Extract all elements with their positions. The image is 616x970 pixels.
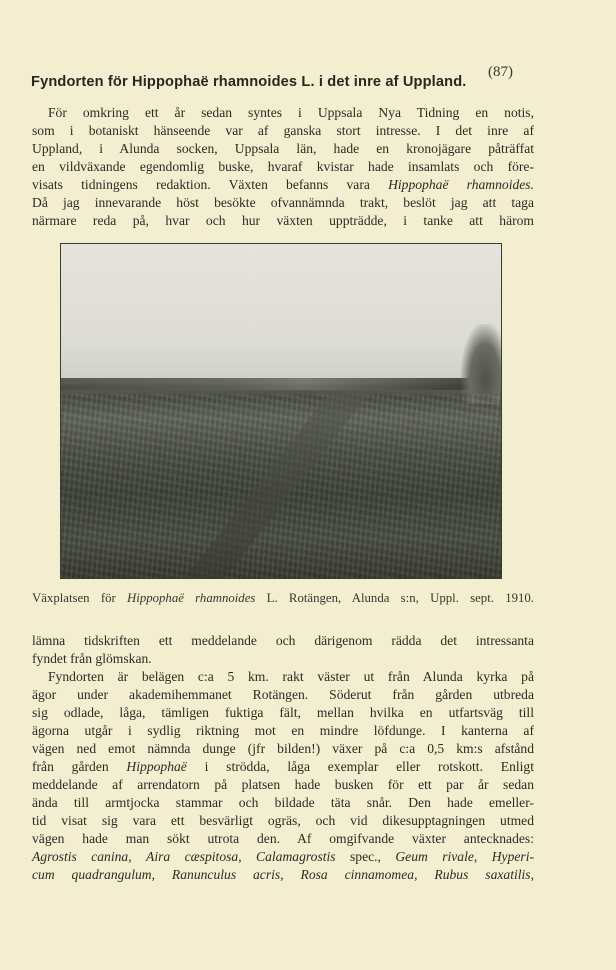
- text-line: [32, 794, 534, 812]
- text-run: från gården: [32, 759, 127, 774]
- text-run: ,: [128, 849, 147, 864]
- text-line: [32, 176, 534, 194]
- article-title: Fyndorten för Hippophaë rhamnoides L. i det inre af Uppland.: [31, 74, 467, 90]
- text-line: [32, 686, 534, 704]
- text-run: Växplatsen för: [32, 591, 128, 605]
- text-run: närmare reda på, hvar och hur växten uppträdde, i tanke att härom: [32, 213, 534, 228]
- italic-text: Ranunculus acris: [171, 867, 281, 882]
- text-run: ,: [414, 867, 435, 882]
- italic-text: Hippophaë rhamnoides.: [388, 177, 534, 192]
- text-line: [32, 158, 534, 176]
- text-run: lämna tidskriften ett meddelande och därigenom rädda det intressanta: [32, 633, 534, 648]
- text-run: i strödda, låga exemplar eller rotskott. Enligt: [186, 759, 534, 774]
- text-run: Fyndorten är belägen c:a 5 km. rakt väster ut från Alunda kyrka på: [48, 669, 534, 684]
- italic-text: Rubus saxatilis: [434, 867, 531, 882]
- text-line: [32, 122, 534, 140]
- text-run: För omkring ett år sedan syntes i Uppsala Nya Tidning en notis,: [48, 105, 534, 120]
- trees-right: [461, 324, 501, 404]
- text-run: ägorna utgår i sydlig riktning mot en mindre löfdunge. I kanterna af: [32, 723, 534, 738]
- text-run: vägen ned emot nämnda dunge (jfr bilden!) växer på c:a 0,5 km:s afstånd: [32, 741, 534, 756]
- text-run: Då jag innevarande höst besökte ofvannämnda trakt, beslöt jag att taga: [32, 195, 534, 210]
- italic-text: Geum rivale: [395, 849, 474, 864]
- paragraph-3: [32, 668, 534, 884]
- italic-text: Hippophaë rhamnoides: [127, 591, 256, 605]
- text-run: sig odlade, låga, tämligen fuktiga fält, mellan hvilka en utfartsväg till: [32, 705, 534, 720]
- text-run: ägor under akademihemmanet Rotängen. Söderut från gården utbreda: [32, 687, 534, 702]
- text-line: [32, 830, 534, 848]
- text-line: [32, 758, 534, 776]
- text-run: ,: [151, 867, 172, 882]
- text-line: [32, 740, 534, 758]
- text-line: [32, 668, 534, 686]
- text-line: [32, 650, 534, 668]
- figure-caption: [32, 591, 534, 606]
- text-run: en vildväxande egendomlig buske, hvaraf kvistar hade insamlats och före-: [32, 159, 534, 174]
- text-line: [32, 722, 534, 740]
- text-run: som i botaniskt hänseende var af ganska stort intresse. I det inre af: [32, 123, 534, 138]
- text-line: [32, 704, 534, 722]
- text-run: ,: [238, 849, 257, 864]
- italic-text: Aira cæspitosa: [146, 849, 239, 864]
- text-line: [32, 866, 534, 884]
- paragraph-1: [32, 104, 534, 230]
- text-line: [32, 212, 534, 230]
- italic-text: Rosa cinnamomea: [300, 867, 415, 882]
- text-line: [32, 776, 534, 794]
- text-line: [32, 140, 534, 158]
- text-run: spec.,: [335, 849, 396, 864]
- paragraph-2: [32, 632, 534, 668]
- text-line: [32, 104, 534, 122]
- treeline: [61, 378, 501, 390]
- italic-text: cum quadrangulum: [32, 867, 152, 882]
- text-line: [32, 632, 534, 650]
- text-run: visats tidningens redaktion. Växten befanns vara: [32, 177, 389, 192]
- italic-text: Agrostis canina: [32, 849, 129, 864]
- italic-text: Hippophaë: [126, 759, 187, 774]
- text-run: ,: [280, 867, 301, 882]
- text-run: ,: [473, 849, 492, 864]
- text-line: [32, 194, 534, 212]
- text-run: ända till armtjocka stammar och bildade täta snår. Den hade emeller-: [32, 795, 534, 810]
- field-photograph: [60, 243, 502, 579]
- text-run: vägen hade man sökt utrota den. Af omgifvande växter antecknades:: [32, 831, 534, 846]
- text-run: meddelande af arrendatorn på platsen hade busken för ett par år sedan: [32, 777, 534, 792]
- page-number: (87): [488, 64, 513, 80]
- text-run: tid visat sig vara ett besvärligt ogräs, och vid dikesupptagningen utmed: [32, 813, 534, 828]
- text-line: [32, 812, 534, 830]
- text-run: L. Rotängen, Alunda s:n, Uppl. sept. 1910.: [255, 591, 535, 605]
- italic-text: Hyperi-: [491, 849, 534, 864]
- italic-text: Calamagrostis: [256, 849, 336, 864]
- text-run: ,: [530, 867, 535, 882]
- text-run: Uppland, i Alunda socken, Uppsala län, hade en kronojägare påträffat: [32, 141, 534, 156]
- text-line: [32, 848, 534, 866]
- text-run: fyndet från glömskan.: [32, 651, 152, 666]
